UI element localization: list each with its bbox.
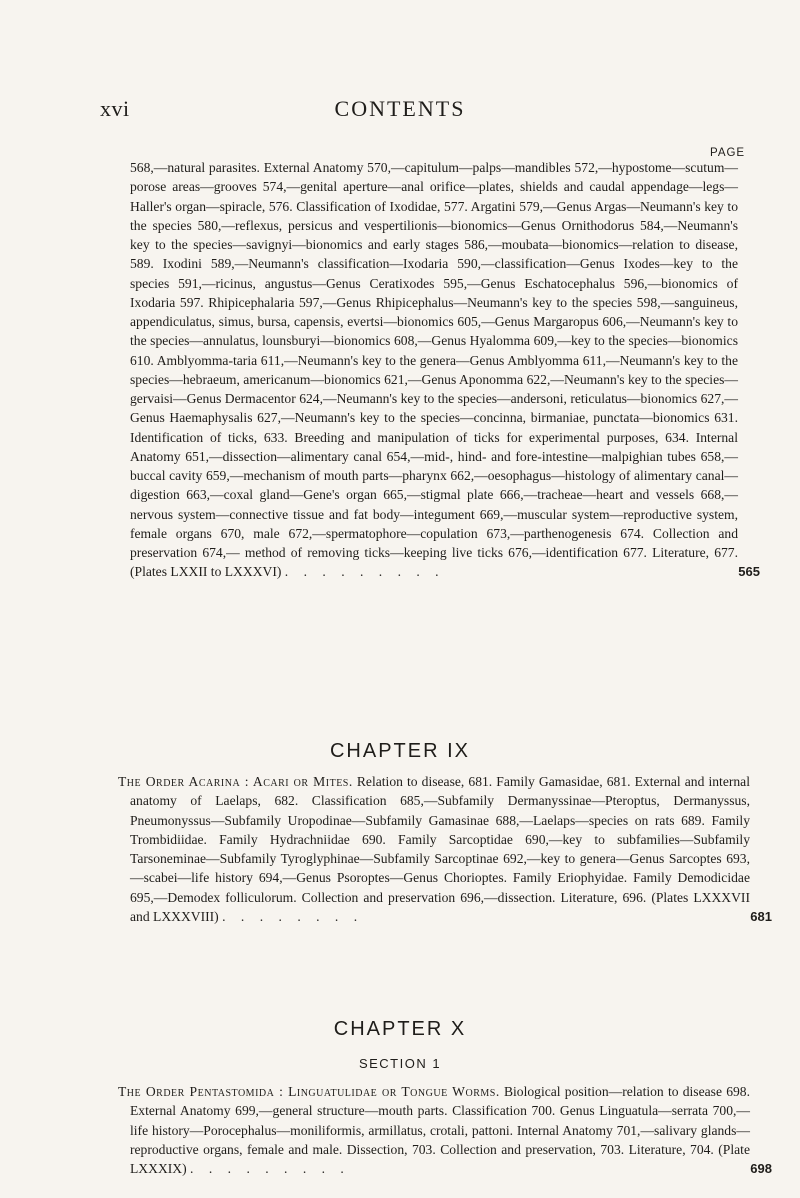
chapter-heading-x: CHAPTER X	[333, 1018, 467, 1040]
entry-text: Relation to disease, 681. Family Gamasidae, 681. External and internal anatomy of Laelaps, 682. Classification 685,—Subfamily Dermanyssinae—Pteroptus, Dermanyssus, Pneumonyssus—Subfamily Uropodinae—Subfamily Gamasinae 688,—Laelaps—species on rats 689. Family Trombidiidae. Family Hydrachniidae 690. Family Sarcoptidae 690,—key to subfamilies—Subfamily Tarsoneminae—Subfamily Tyroglyphinae—Subfamily Sarcoptinae 692,—key to genera—Genus Sarcoptes 693,—scabei—life history 694,—Genus Psoroptes—Genus Chorioptes. Family Eriophyidae. Family Demodicidae 695,—Demodex folliculorum. Collection and preservation 696,—dissection. Literature, 696. (Plates LXXXVII and LXXXVIII)	[130, 774, 750, 924]
page-folio: xvi	[100, 96, 130, 121]
section-heading-1: SECTION 1	[358, 1056, 442, 1071]
page-column-label: PAGE	[710, 147, 746, 159]
toc-entry-chapter-viii-cont	[130, 158, 760, 582]
toc-entry-chapter-ix	[118, 772, 772, 926]
page-number: 565	[738, 564, 760, 580]
dot-leader: . . . . . . . . .	[190, 1161, 350, 1176]
entry-text: Biological position—relation to disease 698. External Anatomy 699,—general structure—mouth parts. Classification 700. Genus Linguatula—serrata 700,—life history—Porocephalus—moniliformis, armillatus, crotali, pattoni. Internal Anatomy 701,—salivary glands—reproductive organs, female and male. Dissection, 703. Collection and preservation, 703. Literature, 704. (Plate LXXXIX)	[130, 1084, 750, 1176]
page-number: 681	[750, 908, 772, 924]
toc-entry-chapter-x	[118, 1082, 772, 1178]
dot-leader: . . . . . . . . .	[284, 564, 445, 580]
dot-leader: . . . . . . . .	[222, 908, 364, 924]
entry-text: 568,—natural parasites. External Anatomy 570,—capitulum—palps—mandibles 572,—hypostome—scutum—porose areas—grooves 574,—genital aperture—anal orifice—plates, shields and caudal appendage—legs—Haller's organ—spiracle, 576. Classification of Ixodidae, 577. Argatini 579,—Genus Argas—Neumann's key to the species 580,—reflexus, persicus and vespertilionis—bionomics—Genus Ornithodorus 584,—Neumann's key to the species—savignyi—bionomics and early stages 586,—moubata—bionomics—relation to disease, 589. Ixodini 589,—Neumann's classification—Ixodaria 590,—classification—Genus Ixodes—key to the species 591,—ricinus, angustus—Genus Ceratixodes 595,—Genus Eschatocephalus 596,—bionomics of Ixodaria 597. Rhipicephalaria 597,—Genus Rhipicephalus—Neumann's key to the species 598,—sanguineus, appendiculatus, simus, bursa, capensis, evertsi—bionomics 605,—Genus Margaropus 606,—Neumann's key to the species—annulatus, lounsburyi—bionomics 608,—Genus Hyalomma 609,—key to the species—bionomics 610. Amblyomma-taria 611,—Neumann's key to the genera—Genus Amblyomma 611,—Neumann's key to the species—hebraeum, americanum—bionomics 621,—Genus Aponomma 622,—Neumann's key to the species—gervaisi—Genus Dermacentor 624,—Neumann's key to the species—andersoni, reticulatus—bionomics 627,—Genus Haemaphysalis 627,—Neumann's key to the species—concinna, birmaniae, punctata—bionomics 631. Identification of ticks, 633. Breeding and manipulation of ticks for experimental purposes, 634. Internal Anatomy 651,—dissection—alimentary canal 654,—mid-, hind- and fore-intestine—malpighian tubes 658,—buccal cavity 659,—mechanism of mouth parts—pharynx 662,—oesophagus—histology of alimentary canal—digestion 663,—coxal gland—Gene's organ 665,—stigmal plate 666,—tracheae—heart and vessels 668,—nervous system—connective tissue and fat body—integument 669,—muscular system—reproductive system, female organs 670, male 672,—spermatophore—copulation 673,—parthenogenesis 674. Collection and preservation 674,— method of removing ticks—keeping live ticks 676,—identification 677. Literature, 677. (Plates LXXII to LXXXVI)	[130, 160, 738, 580]
running-head	[0, 96, 800, 126]
page-number: 698	[750, 1161, 772, 1176]
chapter-heading-ix: CHAPTER IX	[329, 740, 471, 762]
entry-lead: The Order Acarina : Acari or Mites.	[118, 774, 353, 789]
running-title: CONTENTS	[334, 96, 466, 121]
entry-lead: The Order Pentastomida : Linguatulidae or Tongue Worms.	[118, 1084, 500, 1099]
